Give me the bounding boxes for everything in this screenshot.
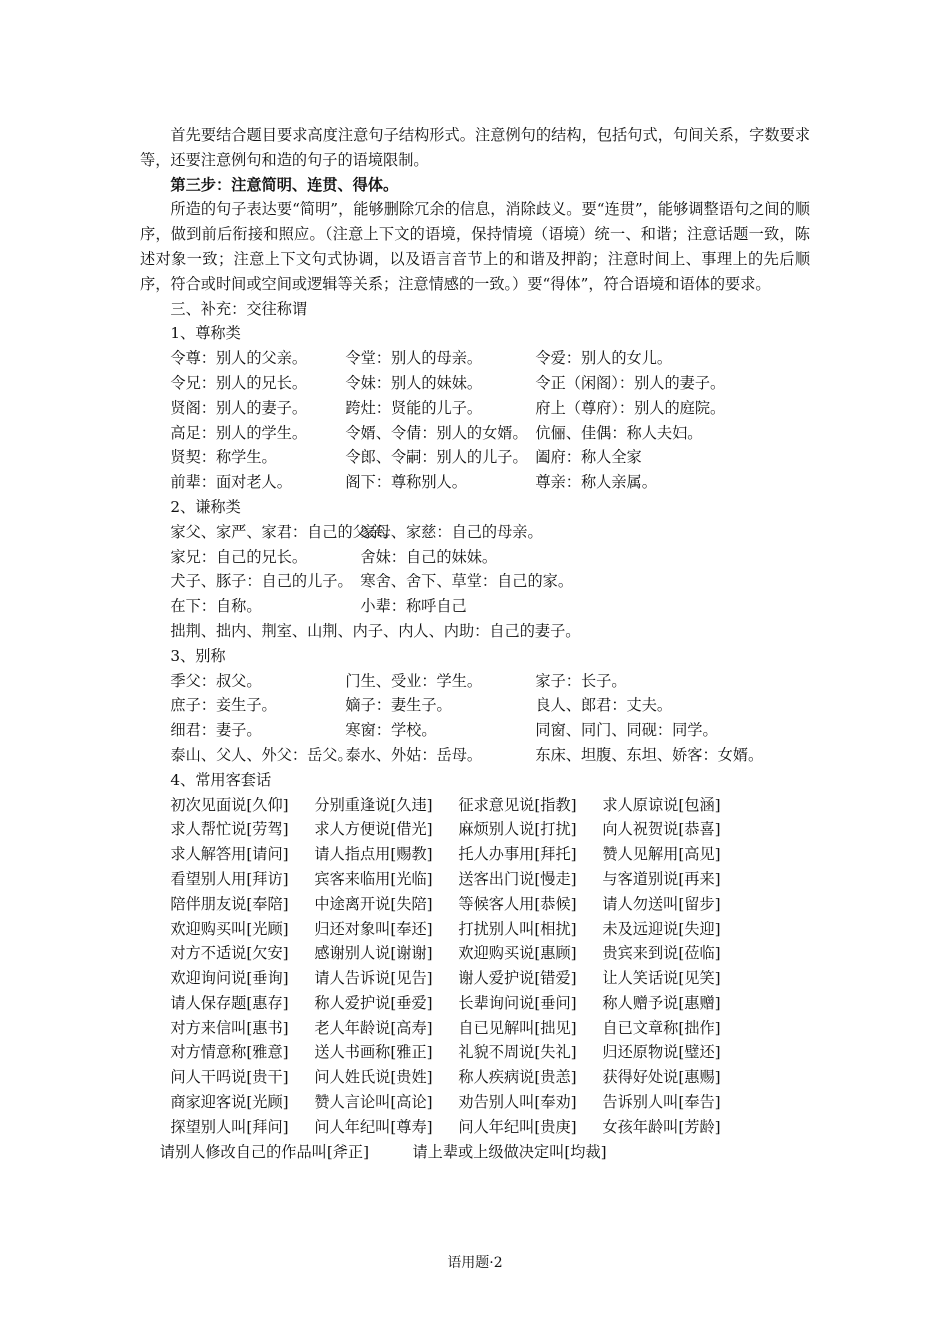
humble-term-entry: 在下：自称。 [170, 597, 262, 616]
courtesy-phrase-entry: 征求意见说[指教] [458, 795, 577, 814]
humble-term-row [140, 619, 810, 644]
courtesy-phrase-row [140, 793, 810, 818]
alias-row [140, 693, 810, 718]
alias-row [140, 718, 810, 743]
honorific-row [140, 371, 810, 396]
honorific-entry: 阁下：尊称别人。 [345, 473, 467, 492]
courtesy-phrase-entry: 求人原谅说[包涵] [602, 795, 721, 814]
courtesy-phrase-row [140, 991, 810, 1016]
courtesy-phrase-entry: 赞人言论叫[高论] [314, 1093, 433, 1112]
courtesy-phrase-entry: 礼貌不周说[失礼] [458, 1043, 577, 1062]
courtesy-phrase-entry: 打扰别人叫[相扰] [458, 919, 577, 938]
courtesy-phrase-row [140, 1115, 810, 1140]
courtesy-phrase-entry: 送客出门说[慢走] [458, 869, 577, 888]
honorific-entry: 尊亲：称人亲属。 [535, 473, 657, 492]
honorific-entry: 令堂：别人的母亲。 [345, 349, 483, 368]
alias-entry: 门生、受业：学生。 [345, 671, 483, 690]
courtesy-phrase-entry: 请人指点用[赐教] [314, 845, 433, 864]
honorific-entry: 贤契：称学生。 [170, 448, 277, 467]
courtesy-phrase-entry: 自已文章称[拙作] [602, 1018, 721, 1037]
courtesy-phrase-row [140, 1040, 810, 1065]
courtesy-phrase-entry: 自已见解叫[拙见] [458, 1018, 577, 1037]
courtesy-phrase-entry: 看望别人用[拜访] [170, 869, 289, 888]
courtesy-phrase-entry: 求人方便说[借光] [314, 820, 433, 839]
courtesy-phrase-entry: 女孩年龄叫[芳龄] [602, 1117, 721, 1136]
alias-entry: 泰水、外姑：岳母。 [345, 745, 483, 764]
courtesy-phrase-entry: 分别重逢说[久违] [314, 795, 433, 814]
honorific-entry: 高足：别人的学生。 [170, 423, 308, 442]
courtesy-phrase-entry: 问人年纪叫[尊寿] [314, 1117, 433, 1136]
honorific-row [140, 445, 810, 470]
alias-entry: 泰山、父人、外父：岳父。 [170, 745, 353, 764]
humble-term-entry: 家兄：自己的兄长。 [170, 547, 308, 566]
courtesy-phrase-entry: 与客道别说[再来] [602, 869, 721, 888]
courtesy-phrase-row [140, 867, 810, 892]
courtesy-phrase-entry: 长辈询问说[垂问] [458, 993, 577, 1012]
courtesy-phrase-entry: 请人勿送叫[留步] [602, 894, 721, 913]
cat3-list [140, 669, 810, 768]
cat4-table [140, 793, 810, 1140]
step3-paragraph: 所造的句子表达要“简明”，能够删除冗余的信息，消除歧义。要“连贯”，能够调整语句之间的顺序，做到前后衔接和照应。（注意上下文的语境，保持情境（语境）统一、和谐；注意话题一致，陈述对象一致；注意上下文句式协调，以及语言音节上的和谐及押韵；注意时间上、事理上的先后顺序，符合或时间或空间或逻辑等关系；注意情感的一致。）要“得体”，符合语境和语体的要求。 [140, 200, 810, 293]
courtesy-phrase-entry: 陪伴朋友说[奉陪] [170, 894, 289, 913]
courtesy-phrase-entry: 宾客来临用[光临] [314, 869, 433, 888]
courtesy-phrase-entry: 让人笑话说[见笑] [602, 969, 721, 988]
alias-entry: 东床、坦腹、东坦、娇客：女婿。 [535, 745, 764, 764]
humble-term-entry: 家父、家严、家君：自己的父亲。 [170, 522, 399, 541]
courtesy-phrase-entry: 问人姓氏说[贵姓] [314, 1068, 433, 1087]
courtesy-phrase-entry: 送人书画称[雅正] [314, 1043, 433, 1062]
honorific-entry: 伉俪、佳偶：称人夫妇。 [535, 423, 703, 442]
courtesy-phrase-entry: 对方不适说[欠安] [170, 944, 289, 963]
cat2-heading: 2、谦称类 [170, 497, 241, 516]
courtesy-phrase-entry: 麻烦别人说[打扰] [458, 820, 577, 839]
alias-row [140, 669, 810, 694]
courtesy-phrase-entry: 归还原物说[璧还] [602, 1043, 721, 1062]
last-line: 请别人修改自己的作品叫[斧正] 请上辈或上级做决定叫[均裁] [159, 1142, 607, 1161]
honorific-row [140, 396, 810, 421]
honorific-entry: 令妹：别人的妹妹。 [345, 373, 483, 392]
courtesy-phrase-entry: 探望别人叫[拜问] [170, 1117, 289, 1136]
courtesy-phrase-entry: 感谢别人说[谢谢] [314, 944, 433, 963]
honorific-row [140, 421, 810, 446]
courtesy-phrase-entry: 老人年龄说[高寿] [314, 1018, 433, 1037]
courtesy-phrase-entry: 向人祝贺说[恭喜] [602, 820, 721, 839]
intro-paragraph: 首先要结合题目要求高度注意句子结构形式。注意例句的结构，包括句式，句间关系，字数要求等，还要注意例句和造的句子的语境限制。 [140, 126, 810, 169]
courtesy-phrase-entry: 中途离开说[失陪] [314, 894, 433, 913]
humble-term-row [140, 594, 810, 619]
courtesy-phrase-entry: 托人办事用[拜托] [458, 845, 577, 864]
humble-term-entry: 舍妹：自己的妹妹。 [360, 547, 498, 566]
courtesy-phrase-entry: 贵宾来到说[莅临] [602, 944, 721, 963]
alias-entry: 嫡子：妻生子。 [345, 696, 452, 715]
humble-term-entry: 家母、家慈：自己的母亲。 [360, 522, 543, 541]
humble-term-entry: 寒舍、舍下、草堂：自己的家。 [360, 572, 574, 591]
cat1-list [140, 346, 810, 495]
alias-entry: 良人、郎君：丈夫。 [535, 696, 673, 715]
honorific-entry: 令婿、令倩：别人的女婿。 [345, 423, 528, 442]
honorific-entry: 府上（尊府）：别人的庭院。 [535, 398, 726, 417]
courtesy-phrase-entry: 称人爱护说[垂爱] [314, 993, 433, 1012]
courtesy-phrase-entry: 称人疾病说[贵恙] [458, 1068, 577, 1087]
courtesy-phrase-entry: 称人赠予说[惠赠] [602, 993, 721, 1012]
honorific-row [140, 470, 810, 495]
alias-entry: 细君：妻子。 [170, 721, 262, 740]
courtesy-phrase-row [140, 892, 810, 917]
courtesy-phrase-entry: 未及远迎说[失迎] [602, 919, 721, 938]
honorific-row [140, 346, 810, 371]
step3-heading: 第三步：注意简明、连贯、得体。 [170, 175, 399, 194]
courtesy-phrase-row [140, 842, 810, 867]
page-footer: 语用题·2 [447, 1255, 503, 1271]
honorific-entry: 贤阁：别人的妻子。 [170, 398, 308, 417]
courtesy-phrase-entry: 归还对象叫[奉还] [314, 919, 433, 938]
courtesy-phrase-entry: 谢人爱护说[错爱] [458, 969, 577, 988]
courtesy-phrase-row [140, 966, 810, 991]
courtesy-phrase-entry: 赞人见解用[高见] [602, 845, 721, 864]
courtesy-phrase-entry: 求人解答用[请问] [170, 845, 289, 864]
courtesy-phrase-entry: 请人保存题[惠存] [170, 993, 289, 1012]
honorific-entry: 令兄：别人的兄长。 [170, 373, 308, 392]
humble-term-entry: 犬子、豚子：自己的儿子。 [170, 572, 353, 591]
humble-term-row [140, 545, 810, 570]
alias-entry: 同窗、同门、同砚：同学。 [535, 721, 718, 740]
courtesy-phrase-entry: 欢迎购买叫[光顾] [170, 919, 289, 938]
courtesy-phrase-entry: 求人帮忙说[劳驾] [170, 820, 289, 839]
courtesy-phrase-row [140, 941, 810, 966]
alias-entry: 庶子：妾生子。 [170, 696, 277, 715]
courtesy-phrase-entry: 欢迎购买说[惠顾] [458, 944, 577, 963]
humble-term-entry: 小辈：称呼自己 [360, 597, 467, 616]
courtesy-phrase-entry: 欢迎询问说[垂询] [170, 969, 289, 988]
alias-entry: 季父：叔父。 [170, 671, 262, 690]
cat3-heading: 3、别称 [170, 646, 226, 665]
courtesy-phrase-entry: 问人干吗说[贵干] [170, 1068, 289, 1087]
honorific-entry: 令郎、令嗣：别人的儿子。 [345, 448, 528, 467]
honorific-entry: 跨灶：贤能的儿子。 [345, 398, 483, 417]
alias-entry: 家子：长子。 [535, 671, 627, 690]
courtesy-phrase-entry: 问人年纪叫[贵庚] [458, 1117, 577, 1136]
honorific-entry: 阖府：称人全家 [535, 448, 642, 467]
cat1-heading: 1、尊称类 [170, 324, 241, 343]
courtesy-phrase-entry: 对方来信叫[惠书] [170, 1018, 289, 1037]
courtesy-phrase-row [140, 1065, 810, 1090]
courtesy-phrase-row [140, 1090, 810, 1115]
section3-heading: 三、补充：交往称谓 [170, 299, 308, 318]
courtesy-phrase-row [140, 1016, 810, 1041]
courtesy-phrase-entry: 劝告别人叫[奉劝] [458, 1093, 577, 1112]
courtesy-phrase-entry: 获得好处说[惠赐] [602, 1068, 721, 1087]
humble-term-row [140, 520, 810, 545]
courtesy-phrase-entry: 商家迎客说[光顾] [170, 1093, 289, 1112]
honorific-entry: 令爱：别人的女儿。 [535, 349, 673, 368]
courtesy-phrase-entry: 初次见面说[久仰] [170, 795, 289, 814]
humble-term-entry: 拙荆、拙内、荆室、山荆、内子、内人、内助：自己的妻子。 [170, 621, 581, 640]
honorific-entry: 令正（闲阁）：别人的妻子。 [535, 373, 726, 392]
humble-term-row [140, 569, 810, 594]
courtesy-phrase-entry: 请人告诉说[见告] [314, 969, 433, 988]
honorific-entry: 令尊：别人的父亲。 [170, 349, 308, 368]
courtesy-phrase-entry: 告诉别人叫[奉告] [602, 1093, 721, 1112]
courtesy-phrase-row [140, 817, 810, 842]
courtesy-phrase-row [140, 917, 810, 942]
courtesy-phrase-entry: 等候客人用[恭候] [458, 894, 577, 913]
cat2-list [140, 520, 810, 644]
honorific-entry: 前辈：面对老人。 [170, 473, 292, 492]
courtesy-phrase-entry: 对方情意称[雅意] [170, 1043, 289, 1062]
alias-row [140, 743, 810, 768]
cat4-heading: 4、常用客套话 [170, 770, 272, 789]
body-text [140, 123, 810, 1164]
alias-entry: 寒窗：学校。 [345, 721, 437, 740]
